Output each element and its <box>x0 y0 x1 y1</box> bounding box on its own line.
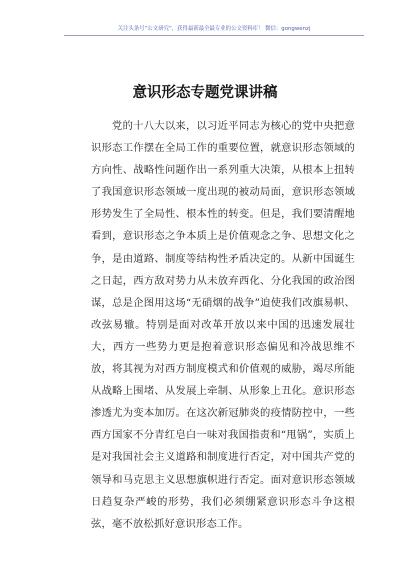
header-divider <box>64 35 364 36</box>
page-title: 意识形态专题党课讲稿 <box>132 84 278 101</box>
header-promo-note: 关注头条号“公文研究”，获得最新最全最专业的公文资料库！ 微信：gongwenzj <box>117 26 311 32</box>
body-paragraph: 党的十八大以来，以习近平同志为核心的党中央把意识形态工作摆在全局工作的重要位置，就意识形态领域的方向性、战略性问题作出一系列重大决策，从根本上扭转了我国意识形态领域一度出现的被动局面，意识形态领域形势发生了全局性、根本性的转变。但是，我们要清醒地看到，意识形态之争本质上是价值观念之争、思想文化之争，是由道路、制度等结构性矛盾决定的。从新中国诞生之日起，西方敌对势力从未放弃西化、分化我国的政治图谋，总是企图用这场“无硝烟的战争”迫使我们改旗易帜、改弦易辙。特别是面对改革开放以来中国的迅速发展壮大，西方一些势力更是抱着意识形态偏见和冷战思维不放，将其视为对西方制度模式和价值观的威胁，竭尽所能从战略上围堵、从发展上牵制、从形象上丑化。意识形态渗透尤为变本加厉。在这次新冠肺炎的疫情防控中，一些西方国家不分青红皂白一味对我国指责和“甩锅”，实质上是对我国社会主义道路和制度进行否定，对中国共产党的领导和马克思主义思想旗帜进行否定。面对意识形态领域日趋复杂严峻的形势，我们必须绷紧意识形态斗争这根弦，毫不放松抓好意识形态工作。 <box>91 120 355 530</box>
